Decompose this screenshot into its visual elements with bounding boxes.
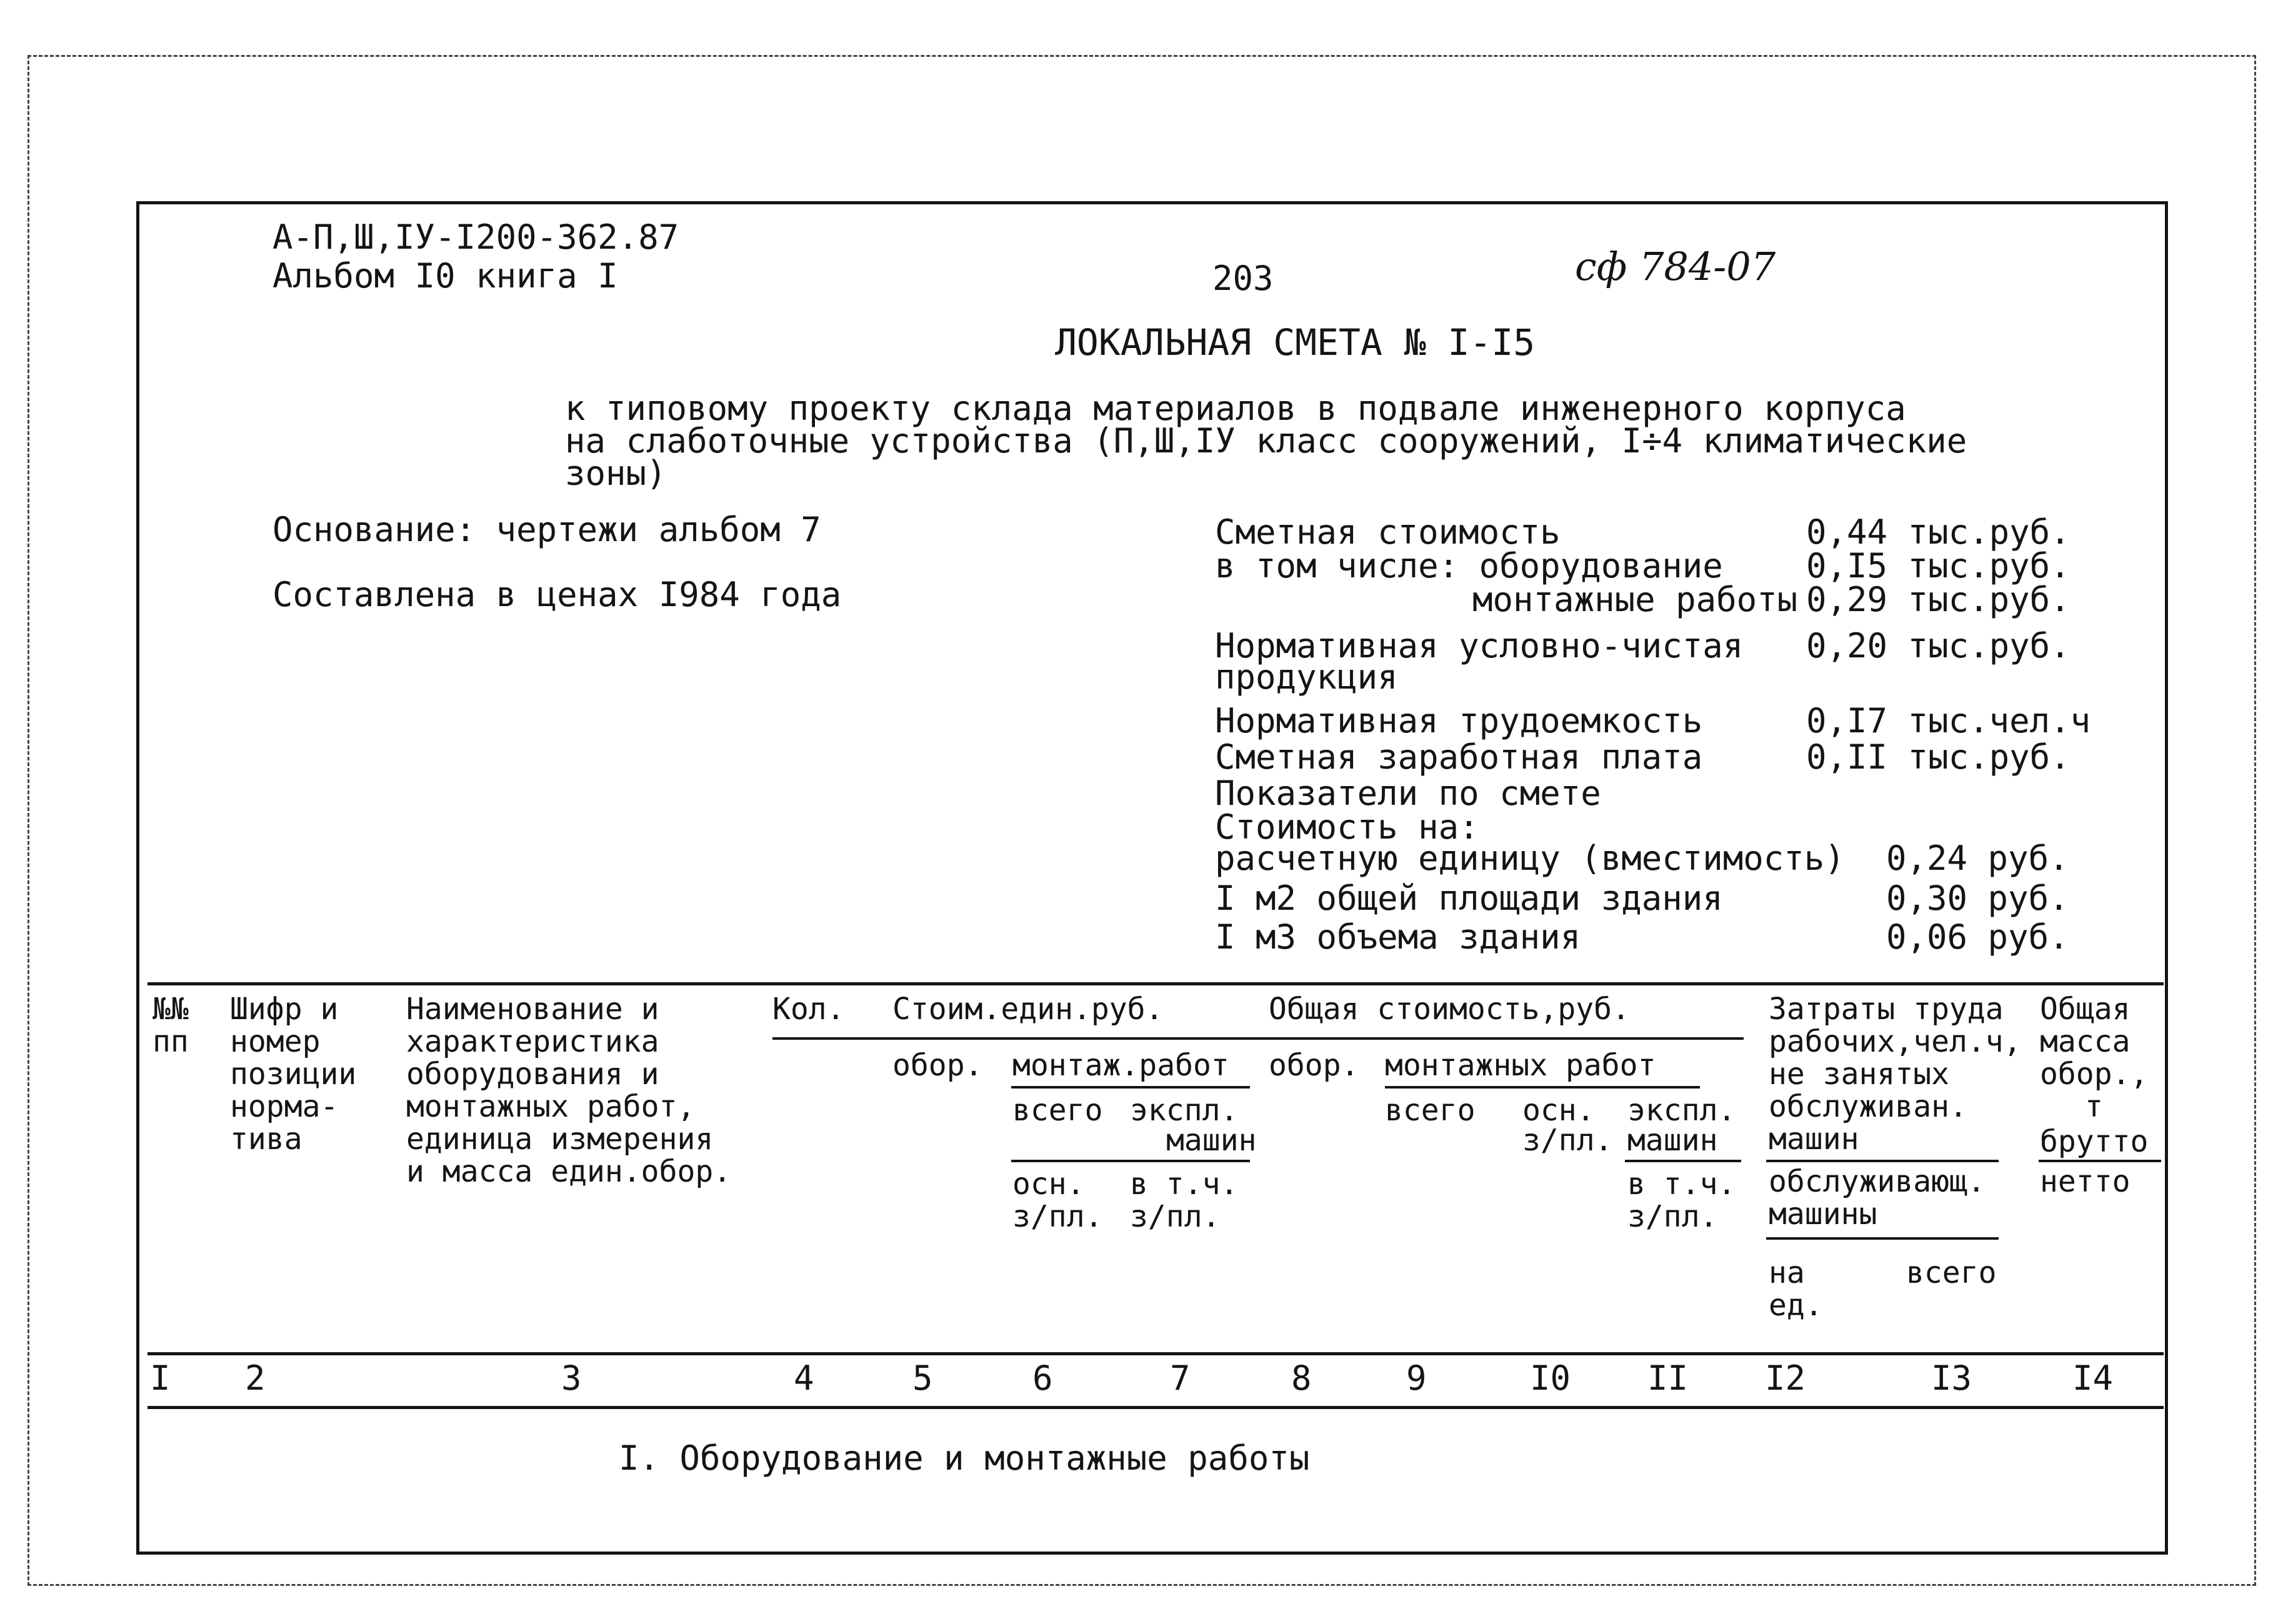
salary-label: Сметная заработная плата bbox=[1215, 737, 1703, 777]
mass-line-1: Общая bbox=[2040, 992, 2131, 1027]
col11-machine-2: машин bbox=[1627, 1123, 1718, 1158]
page-number: 203 bbox=[1212, 259, 1274, 298]
column-number-1: І bbox=[150, 1358, 171, 1398]
col7-incl-salary-2: з/пл. bbox=[1130, 1199, 1221, 1234]
col3-line-3: оборудования и bbox=[406, 1057, 659, 1092]
mass-line-2: масса bbox=[2040, 1024, 2131, 1059]
col7-machine-1: экспл. bbox=[1130, 1093, 1239, 1128]
installation-label: монтажные работы bbox=[1472, 580, 1798, 619]
mass-rule bbox=[2039, 1160, 2161, 1162]
col3-line-6: и масса един.обор. bbox=[406, 1154, 732, 1189]
subtitle-line-2: на слаботочные устройства (П,Ш,ІУ класс сооружений, І÷4 климатические bbox=[565, 421, 1967, 461]
m2-value: 0,30 руб. bbox=[1886, 879, 2069, 918]
serving-line-1: обслуживающ. bbox=[1769, 1164, 1986, 1199]
installation-value: 0,29 тыс.руб. bbox=[1806, 580, 2071, 619]
m2-label: І м2 общей площади здания bbox=[1215, 879, 1723, 918]
unit-value: 0,24 руб. bbox=[1886, 839, 2069, 878]
incl-equipment-value: 0,І5 тыс.руб. bbox=[1806, 546, 2071, 585]
col2-line-1: Шифр и bbox=[230, 992, 339, 1027]
col9-total: всего bbox=[1385, 1093, 1476, 1128]
table-top-rule bbox=[147, 982, 2164, 985]
salary-value: 0,ІІ тыс.руб. bbox=[1806, 737, 2071, 777]
col10-base-salary-1: осн. bbox=[1522, 1093, 1595, 1128]
labor-line-1: Затраты труда bbox=[1769, 992, 2004, 1027]
col10-base-salary-2: з/пл. bbox=[1522, 1123, 1613, 1158]
indicators-label: Показатели по смете bbox=[1215, 774, 1601, 813]
col8-equip: обор. bbox=[1269, 1048, 1359, 1083]
col3-line-4: монтажных работ, bbox=[406, 1089, 696, 1124]
serving-line-2: машины bbox=[1769, 1197, 1877, 1232]
subtitle-line-3: зоны) bbox=[565, 454, 667, 493]
section-title: І. Оборудование и монтажные работы bbox=[619, 1438, 1310, 1478]
mass-line-3: обор., bbox=[2040, 1057, 2149, 1092]
header-bottom-rule bbox=[147, 1352, 2164, 1355]
col6-base-salary-1: осн. bbox=[1012, 1167, 1085, 1202]
mass-line-4: т bbox=[2085, 1089, 2103, 1124]
labor-label: Нормативная трудоемкость bbox=[1215, 701, 1703, 740]
labor-line-2: рабочих,чел.ч, bbox=[1769, 1024, 2022, 1059]
col1-line-1: №№ bbox=[152, 992, 189, 1027]
col7-machine-2: машин bbox=[1166, 1123, 1257, 1158]
col13-total: всего bbox=[1906, 1255, 1997, 1290]
album-label: Альбом І0 книга І bbox=[272, 256, 618, 296]
basis-text: Основание: чертежи альбом 7 bbox=[272, 510, 821, 549]
incl-equipment-label: в том числе: оборудование bbox=[1215, 546, 1723, 585]
m3-value: 0,06 руб. bbox=[1886, 917, 2069, 957]
column-number-8: 8 bbox=[1291, 1358, 1312, 1398]
col6-total: всего bbox=[1012, 1093, 1103, 1128]
handwritten-note: сф 784-07 bbox=[1575, 244, 1776, 289]
column-number-4: 4 bbox=[794, 1358, 814, 1398]
subtitle-line-1: к типовому проекту склада материалов в подвале инженерного корпуса bbox=[565, 389, 1906, 428]
total-cost-header: Общая стоимость,руб. bbox=[1269, 992, 1630, 1027]
col6-base-salary-2: з/пл. bbox=[1012, 1199, 1103, 1234]
net-product-label-1: Нормативная условно-чистая bbox=[1215, 626, 1744, 665]
col2-line-5: тива bbox=[230, 1122, 302, 1157]
prices-text: Составлена в ценах І984 года bbox=[272, 575, 842, 614]
column-number-9: 9 bbox=[1406, 1358, 1427, 1398]
mass-net: нетто bbox=[2040, 1164, 2131, 1199]
col4-label: Кол. bbox=[772, 992, 845, 1027]
labor-line-5: машин bbox=[1769, 1122, 1859, 1157]
col1-line-2: пп bbox=[152, 1024, 189, 1059]
install-work-header: монтаж.работ bbox=[1012, 1048, 1229, 1083]
column-number-6: 6 bbox=[1032, 1358, 1053, 1398]
install-total-header: монтажных работ bbox=[1385, 1048, 1656, 1083]
labor-rule-1 bbox=[1766, 1160, 1999, 1162]
labor-rule-2 bbox=[1766, 1237, 1999, 1240]
col3-line-1: Наименование и bbox=[406, 992, 659, 1027]
col3-line-5: единица измерения bbox=[406, 1122, 714, 1157]
column-number-12: І2 bbox=[1765, 1358, 1806, 1398]
install-work-rule bbox=[1011, 1086, 1250, 1088]
machine-rule-11 bbox=[1625, 1160, 1741, 1162]
col3-line-2: характеристика bbox=[406, 1024, 659, 1059]
labor-line-4: обслуживан. bbox=[1769, 1089, 1967, 1124]
labor-line-3: не занятых bbox=[1769, 1057, 1949, 1092]
column-number-5: 5 bbox=[912, 1358, 933, 1398]
estimated-cost-value: 0,44 тыс.руб. bbox=[1806, 512, 2071, 552]
col5-equip: обор. bbox=[892, 1048, 983, 1083]
labor-value: 0,І7 тыс.чел.ч bbox=[1806, 701, 2091, 740]
net-product-value: 0,20 тыс.руб. bbox=[1806, 626, 2071, 665]
page-title: ЛОКАЛЬНАЯ СМЕТА № І-І5 bbox=[1055, 321, 1536, 364]
col11-machine-1: экспл. bbox=[1627, 1093, 1736, 1128]
column-number-13: І3 bbox=[1931, 1358, 1972, 1398]
unit-label: расчетную единицу (вместимость) bbox=[1215, 839, 1845, 878]
mass-gross: брутто bbox=[2040, 1124, 2149, 1159]
cost-per-label: Стоимость на: bbox=[1215, 807, 1479, 847]
machine-rule bbox=[1011, 1160, 1250, 1162]
net-product-label-2: продукция bbox=[1215, 657, 1398, 697]
column-number-7: 7 bbox=[1170, 1358, 1191, 1398]
col2-line-4: норма- bbox=[230, 1089, 339, 1124]
numbers-bottom-rule bbox=[147, 1406, 2164, 1409]
column-number-11: ІІ bbox=[1647, 1358, 1689, 1398]
unit-cost-rule bbox=[772, 1037, 1744, 1040]
col11-incl-salary-2: з/пл. bbox=[1627, 1199, 1718, 1234]
col11-incl-salary-1: в т.ч. bbox=[1627, 1167, 1736, 1202]
unit-cost-header: Стоим.един.руб. bbox=[892, 992, 1164, 1027]
column-number-2: 2 bbox=[245, 1358, 266, 1398]
m3-label: І м3 объема здания bbox=[1215, 917, 1581, 957]
col2-line-2: номер bbox=[230, 1024, 321, 1059]
col12-per-unit-2: ед. bbox=[1769, 1288, 1823, 1323]
col2-line-3: позиции bbox=[230, 1057, 357, 1092]
column-number-14: І4 bbox=[2072, 1358, 2114, 1398]
document-code: А-П,Ш,ІУ-І200-362.87 bbox=[272, 217, 679, 257]
estimated-cost-label: Сметная стоимость bbox=[1215, 512, 1561, 552]
install-total-rule bbox=[1385, 1086, 1700, 1088]
col7-incl-salary-1: в т.ч. bbox=[1130, 1167, 1239, 1202]
column-number-10: І0 bbox=[1530, 1358, 1571, 1398]
col12-per-unit-1: на bbox=[1769, 1255, 1805, 1290]
column-number-3: 3 bbox=[561, 1358, 582, 1398]
